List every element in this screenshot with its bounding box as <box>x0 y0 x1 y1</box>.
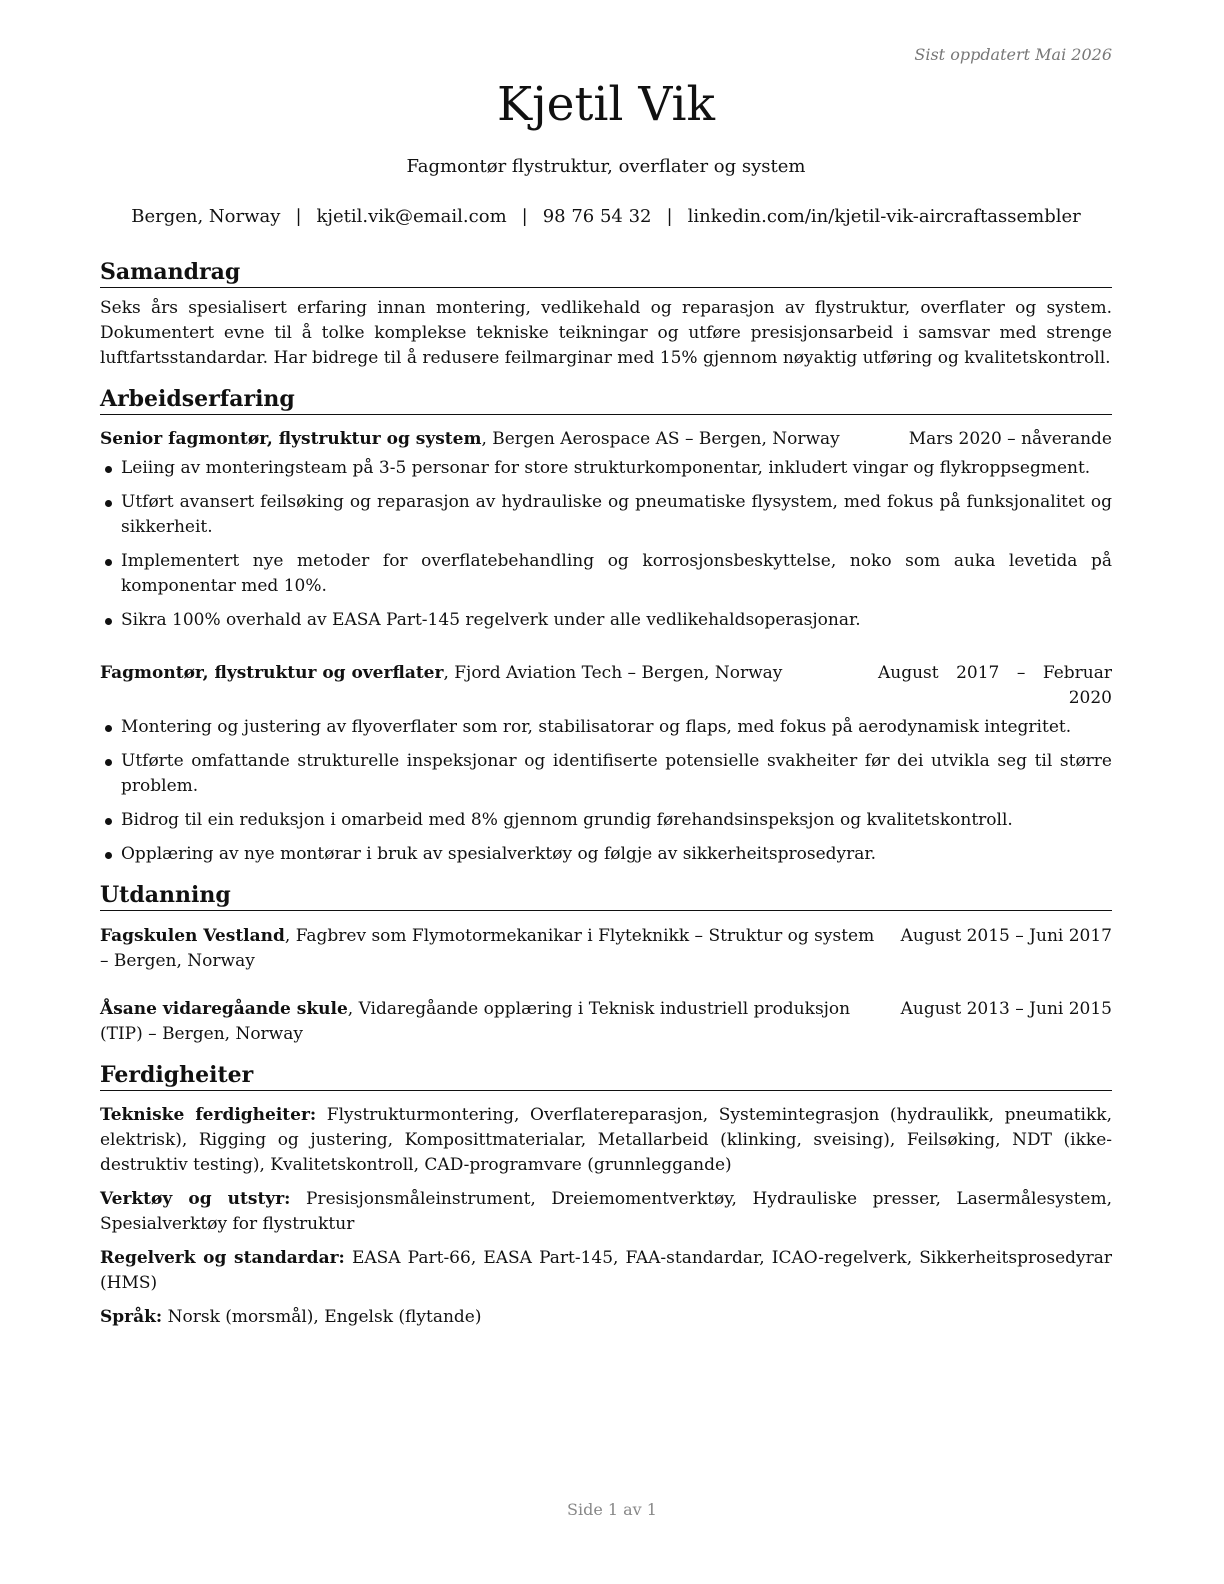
education-dates: August 2015 – Juni 2017 <box>900 926 1112 946</box>
skill-text: Norsk (morsmål), Engelsk (flytande) <box>162 1307 482 1327</box>
job-bullet: Implementert nye metoder for overflatebehandling og korrosjonsbeskyttelse, noko som auka levetida på komponentar med 10%. <box>100 549 1112 599</box>
skill-label: Tekniske ferdigheiter: <box>100 1105 317 1125</box>
contact-separator: | <box>521 206 528 227</box>
skill-label: Regelverk og standardar: <box>100 1248 345 1268</box>
job-bullet: Opplæring av nye montørar i bruk av spesialverktøy og følgje av sikkerheitsprosedyrar. <box>100 842 1112 867</box>
candidate-title: Fagmontør flystruktur, overflater og system <box>406 156 806 177</box>
skill-text: Flystrukturmontering, Overflatereparasjon, Systemintegrasjon (hydraulikk, pneumatikk, elektrisk), Rigging og justering, Komposittmaterialar, Metallarbeid (klinking, sveising), Feilsøking, NDT (ikke-destruktiv testing), Kvalitetskontroll, CAD-programvare (grunnleggande) <box>100 1105 1112 1175</box>
job-company: , Bergen Aerospace AS – Bergen, Norway <box>481 429 840 449</box>
skill-label: Verktøy og utstyr: <box>100 1189 291 1209</box>
contact-line <box>100 204 1112 230</box>
job-bullet: Bidrog til ein reduksjon i omarbeid med 8% gjennom grundig førehandsinspeksjon og kvalitetskontroll. <box>100 808 1112 833</box>
last-updated: Sist oppdatert Mai 2026 <box>914 45 1112 64</box>
job-title: Senior fagmontør, flystruktur og system <box>100 429 482 449</box>
job-entry <box>100 661 1112 867</box>
education-school: Fagskulen Vestland <box>100 926 285 946</box>
education-entry <box>100 997 1112 1047</box>
page-number: Side 1 av 1 <box>567 1500 657 1519</box>
job-dates: August 2017 – Februar 2020 <box>878 663 1112 708</box>
education-detail: , Fagbrev som Flymotormekanikar i Flyteknikk – Struktur og system – Bergen, Norway <box>100 926 875 971</box>
job-bullet: Utførte omfattande strukturelle inspeksjonar og identifiserte potensielle svakheiter før dei utvikla seg til større problem. <box>100 749 1112 799</box>
experience-section <box>100 385 1112 867</box>
education-entry <box>100 924 1112 974</box>
education-detail: , Vidaregåande opplæring i Teknisk industriell produksjon (TIP) – Bergen, Norway <box>100 999 851 1044</box>
job-bullets <box>100 456 1112 633</box>
job-bullet: Leiing av monteringsteam på 3-5 personar for store strukturkomponentar, inkludert vingar og flykroppsegment. <box>100 456 1112 481</box>
summary-text: Seks års spesialisert erfaring innan montering, vedlikehald og reparasjon av flystruktur, overflater og system. Dokumentert evne til å tolke komplekse tekniske teikningar og utføre presisjonsarbeid i samsvar med strenge luftfartsstandardar. Har bidrege til å redusere feilmarginar med 15% gjennom nøyaktig utføring og kvalitetskontroll. <box>100 298 1112 368</box>
job-bullets <box>100 715 1112 867</box>
resume-page <box>100 40 1112 1330</box>
job-bullet: Montering og justering av flyoverflater som ror, stabilisatorar og flaps, med fokus på aerodynamisk integritet. <box>100 715 1112 740</box>
education-school: Åsane vidaregåande skule <box>100 999 348 1019</box>
skill-row <box>100 1246 1112 1296</box>
skill-text: Presisjonsmåleinstrument, Dreiemomentverktøy, Hydrauliske presser, Lasermålesystem, Spesialverktøy for flystruktur <box>100 1189 1112 1234</box>
job-entry <box>100 427 1112 633</box>
education-section <box>100 881 1112 1047</box>
skill-row <box>100 1103 1112 1178</box>
skill-label: Språk: <box>100 1307 163 1327</box>
contact-email[interactable]: kjetil.vik@email.com <box>316 206 507 227</box>
job-title: Fagmontør, flystruktur og overflater <box>100 663 444 683</box>
contact-location: Bergen, Norway <box>131 206 281 227</box>
skill-row <box>100 1305 1112 1330</box>
education-heading: Utdanning <box>100 881 1112 911</box>
job-dates: Mars 2020 – nåverande <box>908 429 1112 449</box>
skill-row <box>100 1187 1112 1237</box>
summary-section <box>100 258 1112 371</box>
summary-heading: Samandrag <box>100 258 1112 288</box>
contact-phone: 98 76 54 32 <box>542 206 652 227</box>
job-bullet: Utført avansert feilsøking og reparasjon av hydrauliske og pneumatiske flysystem, med fokus på funksjonalitet og sikkerheit. <box>100 490 1112 540</box>
experience-heading: Arbeidserfaring <box>100 385 1112 415</box>
skills-heading: Ferdigheiter <box>100 1061 1112 1091</box>
contact-linkedin[interactable]: linkedin.com/in/kjetil-vik-aircraftassembler <box>687 206 1081 227</box>
contact-separator: | <box>295 206 302 227</box>
candidate-name: Kjetil Vik <box>496 77 716 132</box>
skill-text: EASA Part-66, EASA Part-145, FAA-standardar, ICAO-regelverk, Sikkerheitsprosedyrar (HMS) <box>100 1248 1113 1293</box>
job-company: , Fjord Aviation Tech – Bergen, Norway <box>443 663 783 683</box>
contact-separator: | <box>666 206 673 227</box>
education-dates: August 2013 – Juni 2015 <box>900 999 1112 1019</box>
job-bullet: Sikra 100% overhald av EASA Part-145 regelverk under alle vedlikehaldsoperasjonar. <box>100 608 1112 633</box>
skills-section <box>100 1061 1112 1330</box>
